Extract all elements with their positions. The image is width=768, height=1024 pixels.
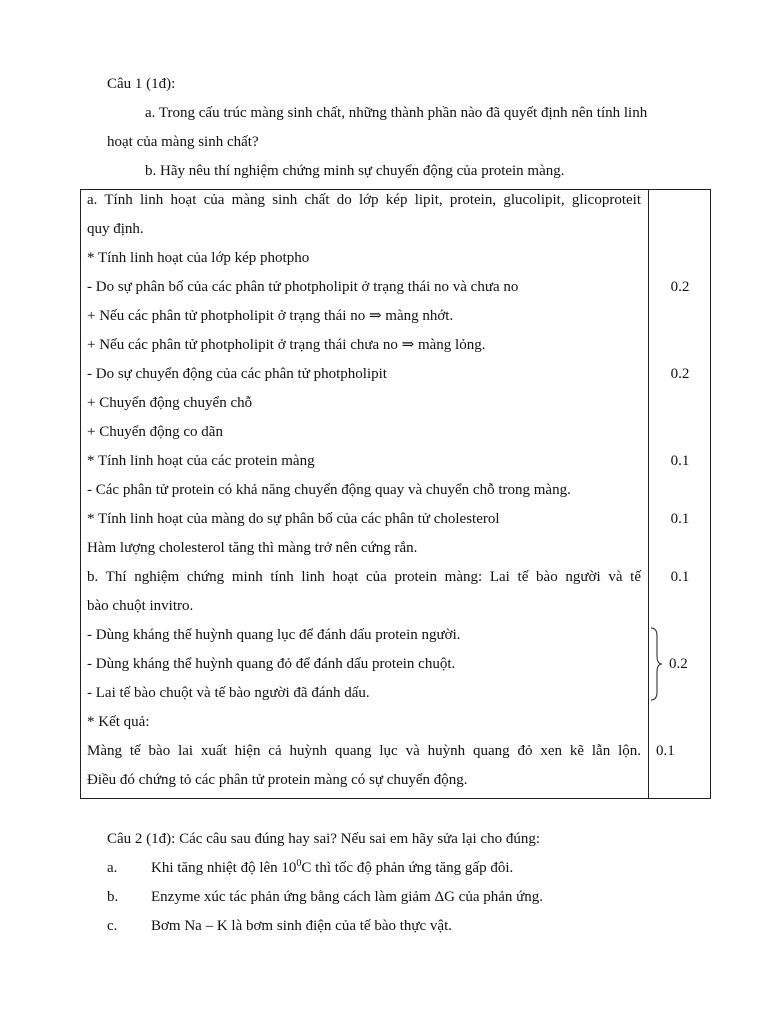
answer-row: * Tính linh hoạt của các protein màng — [87, 453, 315, 469]
score-value: 0.1 — [656, 743, 675, 759]
answer-row: + Nếu các phân tử photpholipit ở trạng thái chưa no ⇒ màng lỏng. — [87, 337, 486, 353]
list-marker: c. — [107, 918, 118, 934]
list-marker: a. — [107, 860, 118, 876]
answer-row: Hàm lượng cholesterol tăng thì màng trở nên cứng rắn. — [87, 540, 418, 556]
answer-row: - Lai tế bào chuột và tế bào người đã đánh dấu. — [87, 685, 370, 701]
answer-row: a. Tính linh hoạt của màng sinh chất do lớp kép lipit, protein, glucolipit, glicoproteit — [87, 192, 641, 208]
answer-row: + Nếu các phân tử photpholipit ở trạng thái no ⇒ màng nhớt. — [87, 308, 454, 324]
question-1-part-a-line-2: hoạt của màng sinh chất? — [107, 134, 259, 150]
question-1-part-a-line-1: a. Trong cấu trúc màng sinh chất, những thành phần nào đã quyết định nên tính linh — [145, 105, 648, 121]
answer-row: * Kết quả: — [87, 714, 150, 730]
answer-row: - Do sự phân bố của các phân tử photpholipit ở trạng thái no và chưa no — [87, 279, 519, 295]
score-value: 0.1 — [670, 453, 690, 469]
answer-row: - Do sự chuyển động của các phân tử photpholipit — [87, 366, 387, 382]
question-2-item-b: Enzyme xúc tác phản ứng bằng cách làm giảm ΔG của phản ứng. — [151, 889, 544, 905]
score-value: 0.2 — [670, 279, 690, 295]
answer-row: quy định. — [87, 221, 144, 237]
answer-row: + Chuyển động co dãn — [87, 424, 223, 440]
answer-row: - Dùng kháng thể huỳnh quang lục để đánh dấu protein người. — [87, 627, 461, 643]
answer-row: Điều đó chứng tỏ các phân tử protein màng có sự chuyển động. — [87, 772, 468, 788]
score-value: 0.1 — [670, 569, 690, 585]
answer-row: * Tính linh hoạt của lớp kép photpho — [87, 250, 310, 266]
score-value: 0.2 — [669, 656, 688, 672]
question-1-title: Câu 1 (1đ): — [107, 76, 176, 92]
answer-row: - Các phân tử protein có khả năng chuyển động quay và chuyển chỗ trong màng. — [87, 482, 571, 498]
answer-row: b. Thí nghiệm chứng minh tính linh hoạt của protein màng: Lai tế bào người và tế — [87, 569, 641, 585]
question-1-part-b: b. Hãy nêu thí nghiệm chứng minh sự chuyển động của protein màng. — [145, 163, 565, 179]
list-marker: b. — [107, 889, 119, 905]
answer-row: - Dùng kháng thể huỳnh quang đỏ để đánh dấu protein chuột. — [87, 656, 456, 672]
question-2-item-a: Khi tăng nhiệt độ lên $10^0C$ thì tốc độ phản ứng tăng gấp đôi. — [151, 858, 514, 876]
answer-row: Màng tế bào lai xuất hiện cả huỳnh quang lục và huỳnh quang đỏ xen kẽ lẫn lộn. — [87, 743, 641, 759]
score-value: 0.1 — [670, 511, 690, 527]
answer-row: + Chuyển động chuyển chỗ — [87, 395, 253, 411]
curly-brace-icon — [648, 626, 668, 702]
score-value: 0.2 — [670, 366, 690, 382]
question-2-title: Câu 2 (1đ): Các câu sau đúng hay sai? Nếu sai em hãy sửa lại cho đúng: — [107, 831, 541, 847]
answer-row: bào chuột invitro. — [87, 598, 194, 614]
question-2-item-c: Bơm Na – K là bơm sinh điện của tế bào thực vật. — [151, 918, 453, 934]
answer-row: * Tính linh hoạt của màng do sự phân bố của các phân tử cholesterol — [87, 511, 500, 527]
